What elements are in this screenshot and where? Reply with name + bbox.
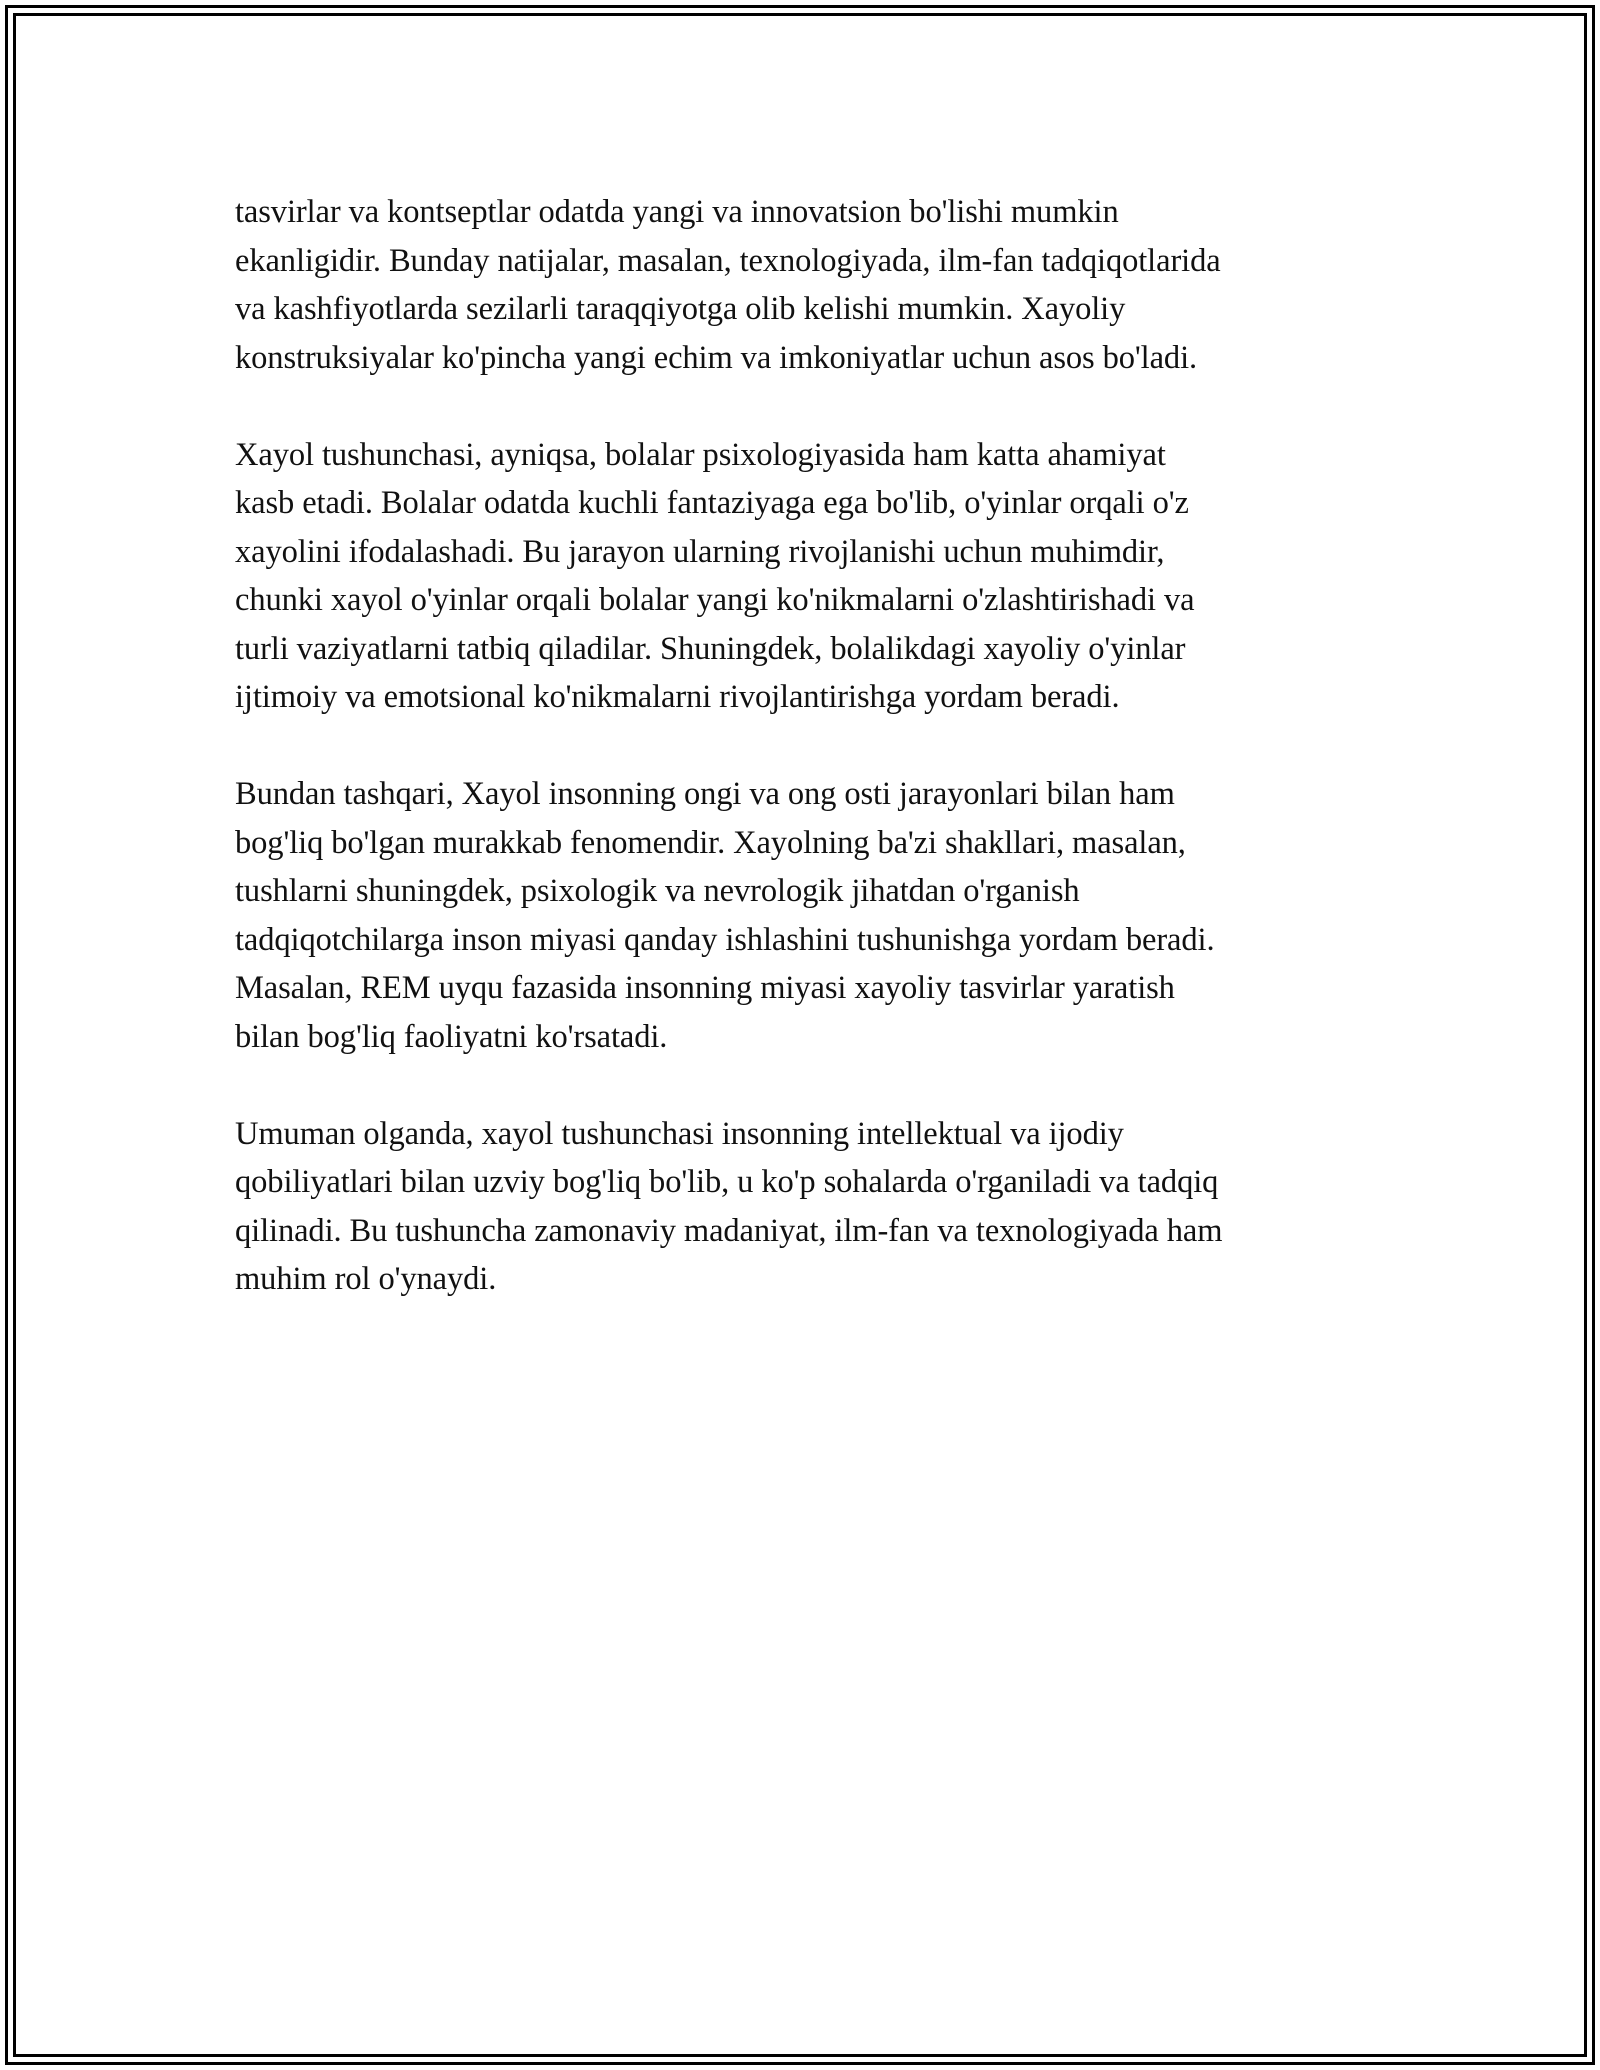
- document-body: [235, 188, 1365, 1352]
- paragraph-1: tasvirlar va kontseptlar odatda yangi va innovatsion bo'lishi mumkin ekanligidir. Bunday natijalar, masalan, texnologiyada, ilm-fan tadqiqotlarida va kashfiyotlarda sezilarli taraqqiyotga olib kelishi mumkin. Xayoliy konstruksiyalar ko'pincha yangi echim va imkoniyatlar uchun asos bo'ladi.: [235, 194, 1221, 376]
- paragraph-4: Umuman olganda, xayol tushunchasi insonning intellektual va ijodiy qobiliyatlari bilan uzviy bog'liq bo'lib, u ko'p sohalarda o'rganiladi va tadqiq qilinadi. Bu tushuncha zamonaviy madaniyat, ilm-fan va texnologiyada ham muhim rol o'ynaydi.: [235, 1115, 1223, 1297]
- paragraph-3: Bundan tashqari, Xayol insonning ongi va ong osti jarayonlari bilan ham bog'liq bo'lgan murakkab fenomendir. Xayolning ba'zi shakllari, masalan, tushlarni shuningdek, psixologik va nevrologik jihatdan o'rganish tadqiqotchilarga inson miyasi qanday ishlashini tushunishga yordam beradi. Masalan, REM uyqu fazasida insonning miyasi xayoliy tasvirlar yaratish bilan bog'liq faoliyatni ko'rsatadi.: [235, 776, 1215, 1055]
- paragraph-2: Xayol tushunchasi, ayniqsa, bolalar psixologiyasida ham katta ahamiyat kasb etadi. Bolalar odatda kuchli fantaziyaga ega bo'lib, o'yinlar orqali o'z xayolini ifodalashadi. Bu jarayon ularning rivojlanishi uchun muhimdir, chunki xayol o'yinlar orqali bolalar yangi ko'nikmalarni o'zlashtirishadi va turli vaziyatlarni tatbiq qiladilar. Shuningdek, bolalikdagi xayoliy o'yinlar ijtimoiy va emotsional ko'nikmalarni rivojlantirishga yordam beradi.: [235, 436, 1195, 715]
